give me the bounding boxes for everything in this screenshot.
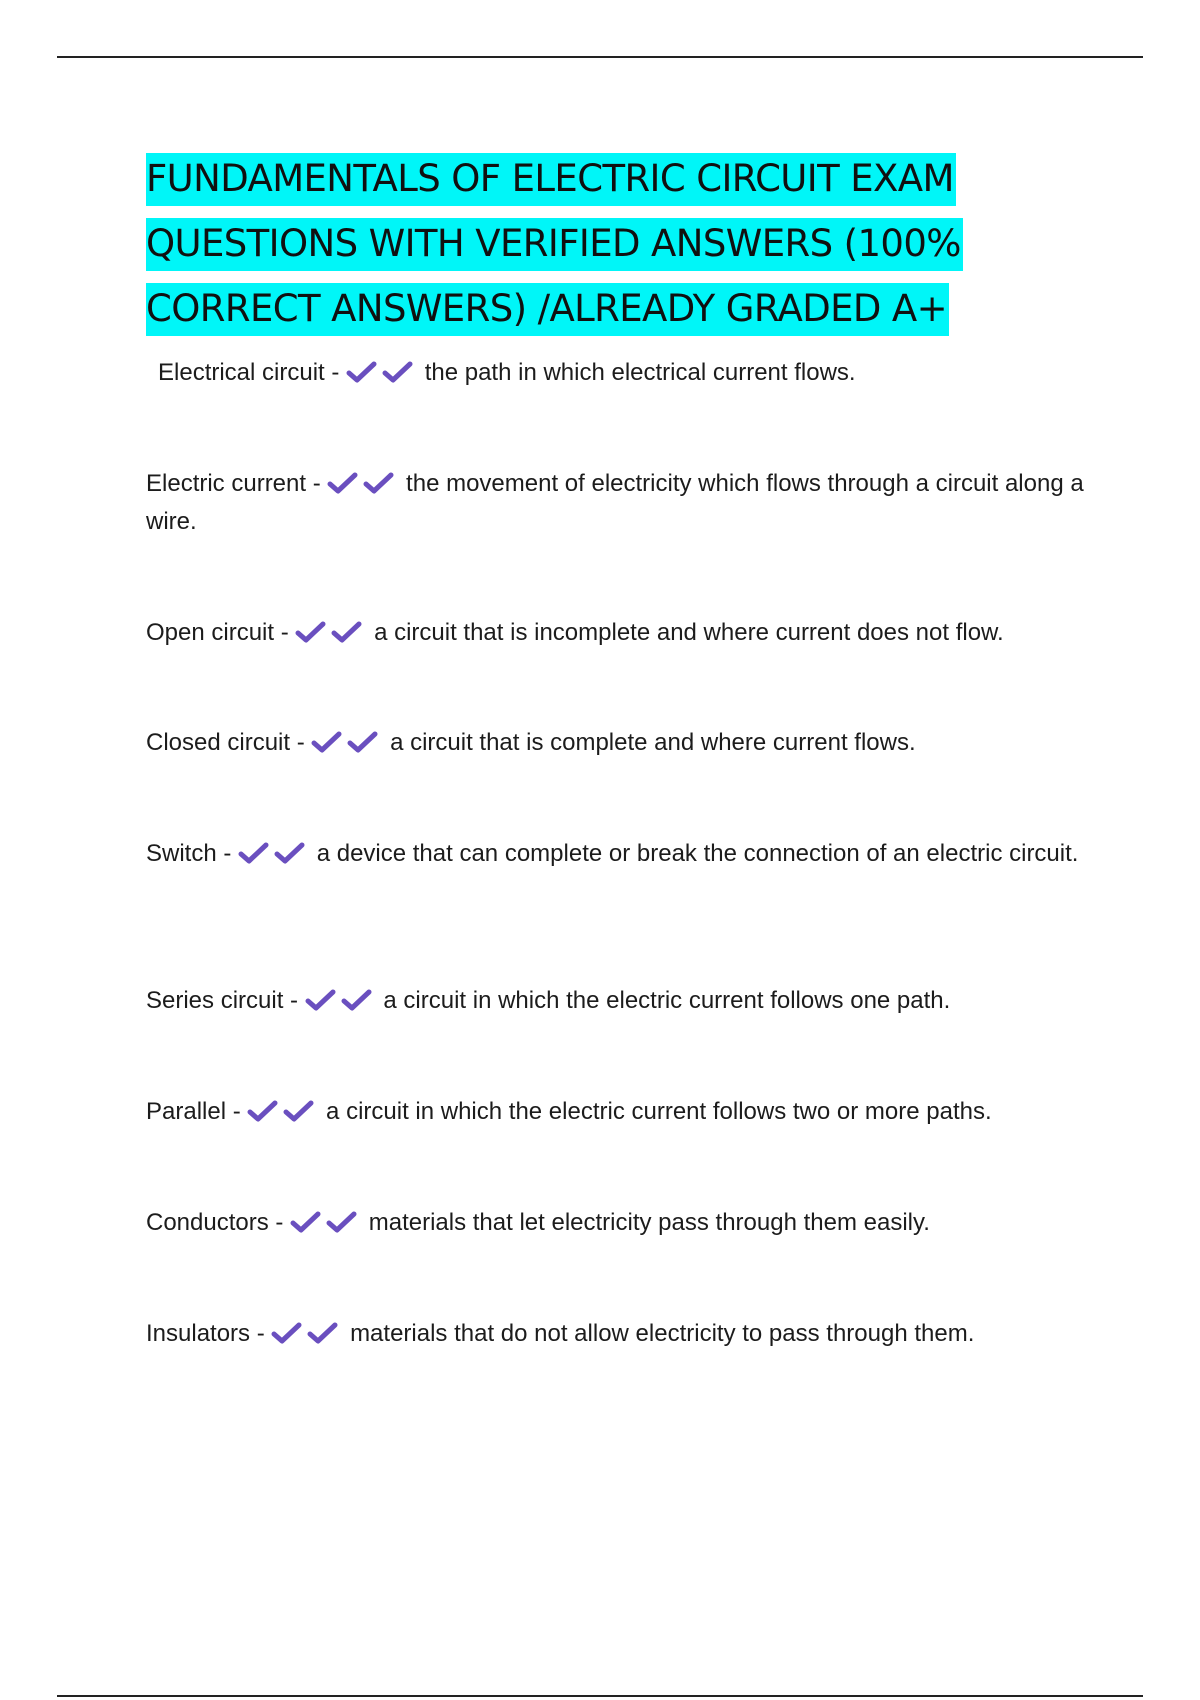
entry-definition: a circuit in which the electric current follows two or more paths. [326,1098,992,1125]
entry-term: Insulators - [146,1320,265,1347]
entry-term: Series circuit - [146,987,299,1014]
title-line [146,276,1076,341]
entry-series-circuit [146,982,1086,1020]
entry-term: Open circuit - [146,619,289,646]
check-mark-icon [363,471,395,495]
entry-definition: a circuit that is incomplete and where current does not flow. [374,619,1004,646]
entry-term: Switch - [146,840,232,867]
entry-term: Conductors - [146,1209,284,1236]
title-line-text: CORRECT ANSWERS) /ALREADY GRADED A+ [146,283,949,336]
entry-term: Electric current - [146,470,321,497]
check-mark-icon [295,620,327,644]
check-mark-icon [290,1210,322,1234]
check-mark-icon [331,620,363,644]
entry-definition: materials that do not allow electricity to pass through them. [350,1320,975,1347]
entry-term: Electrical circuit - [158,359,340,386]
check-mark-icon [305,988,337,1012]
entry-closed-circuit [146,724,1086,762]
entry-switch [146,835,1086,873]
entry-open-circuit [146,614,1086,652]
entry-definition: a device that can complete or break the connection of an electric circuit. [316,840,1079,867]
document-title [146,146,1076,341]
entry-electric-current [146,465,1086,541]
check-mark-icon [327,471,359,495]
title-line [146,211,1076,276]
check-mark-icon [283,1099,315,1123]
entry-term: Parallel - [146,1098,241,1125]
check-mark-icon [382,360,414,384]
title-line-text: QUESTIONS WITH VERIFIED ANSWERS (100% [146,218,963,271]
check-mark-icon [271,1321,303,1345]
entry-definition: a circuit in which the electric current follows one path. [383,987,951,1014]
top-rule [57,56,1143,58]
check-mark-icon [274,841,306,865]
check-mark-icon [238,841,270,865]
title-line-text: FUNDAMENTALS OF ELECTRIC CIRCUIT EXAM [146,153,956,206]
entry-insulators [146,1315,1086,1353]
title-line [146,146,1076,211]
check-mark-icon [341,988,373,1012]
entry-definition: the movement of electricity which flows through a circuit along a wire. [146,470,1084,535]
entry-electrical-circuit [158,354,1098,392]
entry-conductors [146,1204,1086,1242]
entry-parallel [146,1093,1086,1131]
entry-definition: a circuit that is complete and where current flows. [390,729,916,756]
check-mark-icon [347,730,379,754]
check-mark-icon [346,360,378,384]
bottom-rule [57,1695,1143,1697]
entry-definition: materials that let electricity pass through them easily. [368,1209,930,1236]
check-mark-icon [311,730,343,754]
entry-definition: the path in which electrical current flows. [424,359,856,386]
entry-term: Closed circuit - [146,729,305,756]
check-mark-icon [247,1099,279,1123]
check-mark-icon [326,1210,358,1234]
check-mark-icon [307,1321,339,1345]
